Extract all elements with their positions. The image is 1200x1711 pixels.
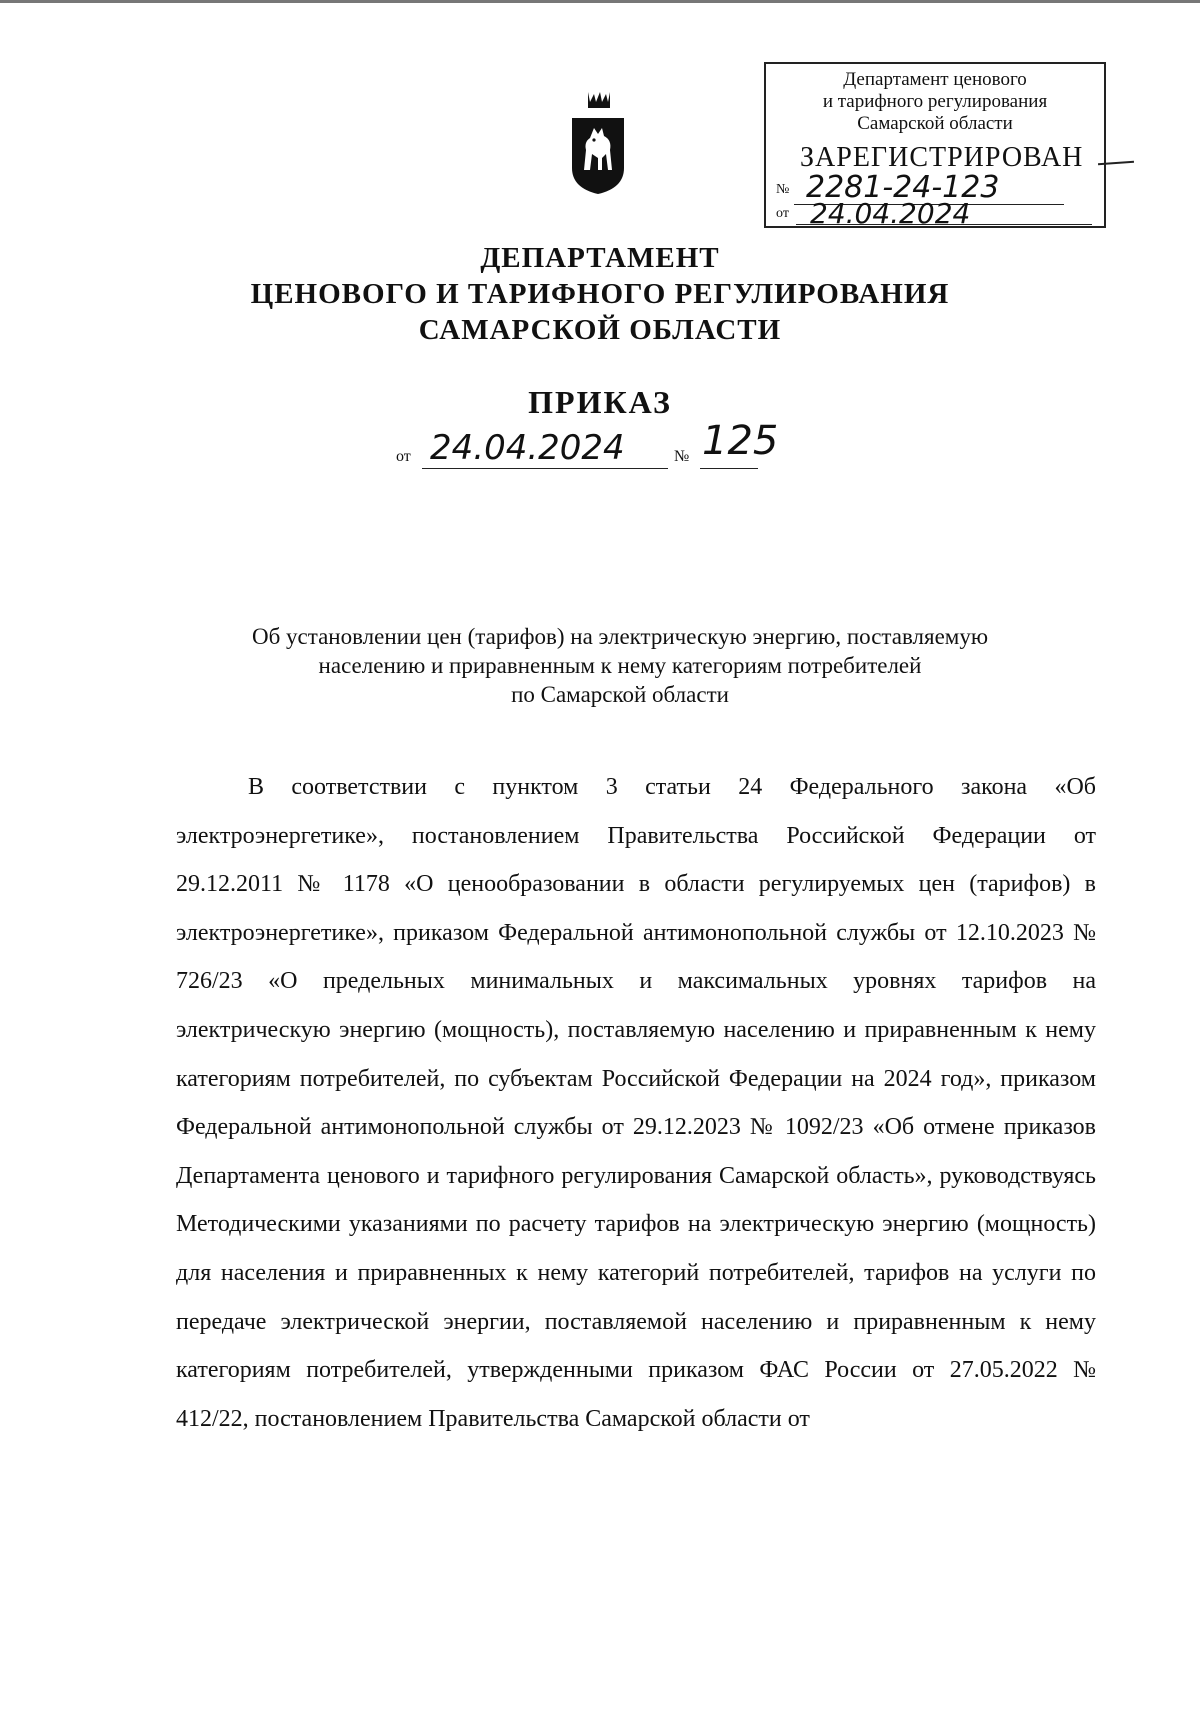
order-date-label: от [396, 448, 411, 465]
order-title: ПРИКАЗ [528, 384, 672, 420]
stamp-number-value: 2281-24-123 [806, 170, 1000, 205]
order-date-underline [422, 468, 668, 469]
stamp-date-label: от [776, 206, 789, 221]
stamp-line-1: Департамент ценового [843, 69, 1027, 90]
department-title-line-2: ЦЕНОВОГО И ТАРИФНОГО РЕГУЛИРОВАНИЯ [250, 278, 950, 310]
body-paragraph: В соответствии с пунктом 3 статьи 24 Федерального закона «Об электроэнергетике», постановлением Правительства Российской Федерации от 29.12.2011 № 1178 «О ценообразовании в области регулируемых цен (тарифов) в электроэнергетике», приказом Федеральной антимонопольной службы от 12.10.2023 № 726/23 «О предельных минимальных и максимальных уровнях тарифов на электрическую энергию (мощность), поставляемую населению и приравненным к нему категориям потребителей, по субъектам Российской Федерации на 2024 год», приказом Федеральной антимонопольной службы от 29.12.2023 № 1092/23 «Об отмене приказов Департамента ценового и тарифного регулирования Самарской область», руководствуясь Методическими указаниями по расчету тарифов на электрическую энергию (мощность) для населения и приравненных к нему категорий потребителей, тарифов на услуги по передаче электрической энергии, поставляемой населению и приравненным к нему категориям потребителей, утвержденными приказом ФАС России от 27.05.2022 № 412/22, постановлением Правительства Самарской области от [176, 774, 1096, 1432]
stamp-registered: ЗАРЕГИСТРИРОВАН [800, 142, 1084, 173]
page-top-border [0, 0, 1200, 3]
subject-line-3: по Самарской области [511, 682, 729, 707]
coat-of-arms-icon [568, 88, 628, 198]
stamp-date-value: 24.04.2024 [810, 197, 971, 230]
order-number-underline [700, 468, 758, 469]
registration-stamp [764, 62, 1106, 228]
subject-line-1: Об установлении цен (тарифов) на электрическую энергию, поставляемую [251, 624, 989, 649]
stamp-number-label: № [776, 182, 790, 197]
order-meta [396, 418, 856, 468]
order-subject [150, 622, 1090, 709]
order-number-value: 125 [702, 418, 779, 464]
department-title-line-1: ДЕПАРТАМЕНТ [480, 242, 720, 274]
subject-line-2: населению и приравненным к нему категориям потребителей [318, 653, 922, 678]
order-number-label: № [674, 448, 690, 465]
order-date-value: 24.04.2024 [430, 428, 625, 468]
department-title-line-3: САМАРСКОЙ ОБЛАСТИ [418, 314, 782, 346]
stamp-line-2: и тарифного регулирования [822, 91, 1048, 112]
stamp-line-3: Самарской области [857, 113, 1013, 134]
